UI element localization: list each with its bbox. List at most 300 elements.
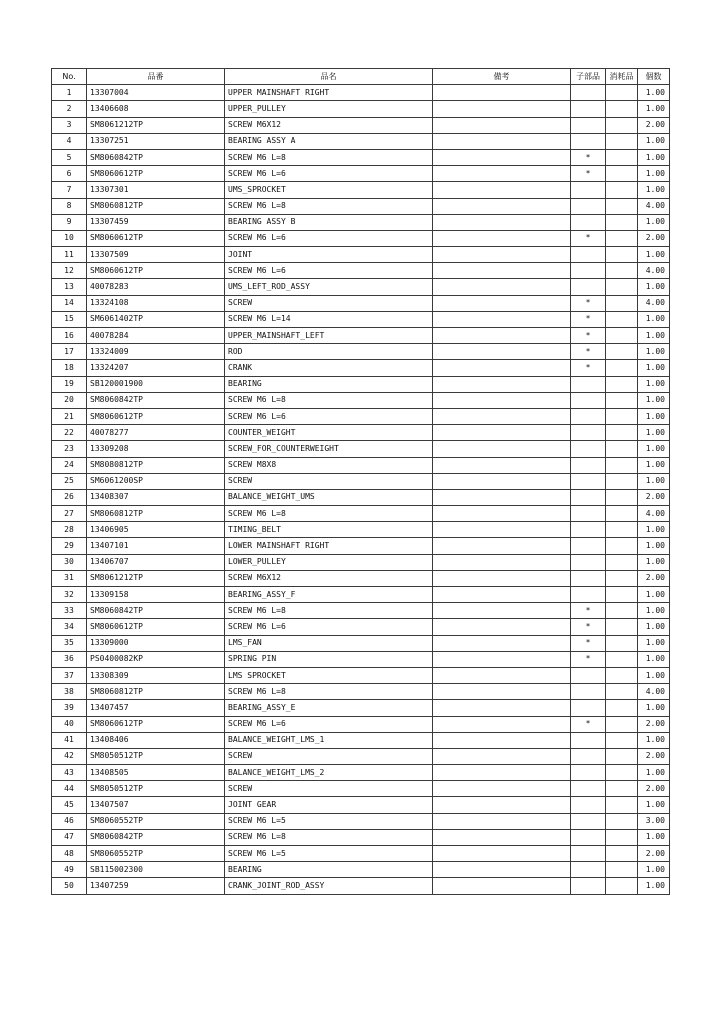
cell-no: 38 [52, 684, 87, 700]
cell-part-name: BEARING_ASSY_E [225, 700, 433, 716]
cell-part-number: 13308309 [87, 667, 225, 683]
cell-remarks [433, 846, 571, 862]
cell-part-name: UPPER_PULLEY [225, 101, 433, 117]
cell-part-number: SM6061200SP [87, 473, 225, 489]
cell-remarks [433, 295, 571, 311]
table-row [52, 587, 670, 603]
cell-consumable [606, 328, 638, 344]
cell-sub-part [571, 781, 606, 797]
cell-part-number: SM8061212TP [87, 117, 225, 133]
table-row [52, 133, 670, 149]
table-row [52, 748, 670, 764]
cell-quantity: 4.00 [638, 295, 670, 311]
cell-sub-part [571, 554, 606, 570]
cell-consumable [606, 295, 638, 311]
cell-quantity: 2.00 [638, 489, 670, 505]
cell-sub-part: * [571, 295, 606, 311]
cell-sub-part [571, 214, 606, 230]
cell-part-name: SCREW M6X12 [225, 570, 433, 586]
cell-part-number: 13407507 [87, 797, 225, 813]
cell-part-number: 13309208 [87, 441, 225, 457]
cell-consumable [606, 311, 638, 327]
table-row [52, 166, 670, 182]
cell-remarks [433, 570, 571, 586]
cell-part-number: SM8050512TP [87, 748, 225, 764]
cell-part-number: SM8060552TP [87, 813, 225, 829]
cell-part-name: CRANK_JOINT_ROD_ASSY [225, 878, 433, 894]
cell-part-number: SM8060842TP [87, 829, 225, 845]
cell-consumable [606, 247, 638, 263]
cell-part-name: BEARING [225, 376, 433, 392]
cell-quantity: 1.00 [638, 829, 670, 845]
cell-quantity: 2.00 [638, 716, 670, 732]
cell-consumable [606, 554, 638, 570]
table-row [52, 570, 670, 586]
cell-quantity: 2.00 [638, 117, 670, 133]
cell-sub-part [571, 748, 606, 764]
cell-remarks [433, 85, 571, 101]
cell-remarks [433, 716, 571, 732]
cell-part-number: SM8060812TP [87, 684, 225, 700]
cell-consumable [606, 506, 638, 522]
cell-part-number: 13307004 [87, 85, 225, 101]
cell-part-number: 40078283 [87, 279, 225, 295]
cell-part-name: SCREW M6 L=5 [225, 846, 433, 862]
cell-part-name: COUNTER_WEIGHT [225, 425, 433, 441]
cell-quantity: 1.00 [638, 457, 670, 473]
cell-sub-part [571, 376, 606, 392]
cell-quantity: 1.00 [638, 522, 670, 538]
cell-quantity: 1.00 [638, 133, 670, 149]
cell-part-name: SCREW M8X8 [225, 457, 433, 473]
cell-no: 4 [52, 133, 87, 149]
cell-consumable [606, 489, 638, 505]
table-row [52, 797, 670, 813]
table-row [52, 149, 670, 165]
cell-part-name: BEARING_ASSY_F [225, 587, 433, 603]
cell-no: 46 [52, 813, 87, 829]
cell-sub-part: * [571, 230, 606, 246]
cell-quantity: 1.00 [638, 554, 670, 570]
table-row [52, 182, 670, 198]
cell-no: 34 [52, 619, 87, 635]
table-row [52, 392, 670, 408]
cell-part-number: 40078284 [87, 328, 225, 344]
table-row [52, 522, 670, 538]
cell-part-number: 13406707 [87, 554, 225, 570]
cell-sub-part [571, 846, 606, 862]
cell-quantity: 1.00 [638, 279, 670, 295]
cell-consumable [606, 522, 638, 538]
cell-quantity: 2.00 [638, 846, 670, 862]
cell-part-number: 13324207 [87, 360, 225, 376]
cell-part-number: 13407259 [87, 878, 225, 894]
cell-sub-part [571, 133, 606, 149]
cell-quantity: 1.00 [638, 765, 670, 781]
cell-consumable [606, 425, 638, 441]
cell-sub-part [571, 570, 606, 586]
cell-no: 44 [52, 781, 87, 797]
cell-part-number: SM8060552TP [87, 846, 225, 862]
table-row [52, 506, 670, 522]
cell-part-name: BEARING ASSY A [225, 133, 433, 149]
cell-part-number: SM8060612TP [87, 166, 225, 182]
cell-part-number: SM6061402TP [87, 311, 225, 327]
cell-part-name: CRANK [225, 360, 433, 376]
cell-sub-part [571, 522, 606, 538]
cell-remarks [433, 392, 571, 408]
cell-sub-part [571, 425, 606, 441]
cell-consumable [606, 732, 638, 748]
cell-remarks [433, 732, 571, 748]
cell-part-name: SCREW M6 L=6 [225, 408, 433, 424]
cell-consumable [606, 846, 638, 862]
cell-part-number: SB120001900 [87, 376, 225, 392]
table-row [52, 101, 670, 117]
table-row [52, 829, 670, 845]
cell-no: 12 [52, 263, 87, 279]
cell-consumable [606, 214, 638, 230]
table-row [52, 813, 670, 829]
cell-consumable [606, 667, 638, 683]
cell-quantity: 1.00 [638, 149, 670, 165]
cell-sub-part [571, 587, 606, 603]
cell-part-number: SM8080812TP [87, 457, 225, 473]
cell-part-number: SM8060612TP [87, 716, 225, 732]
cell-remarks [433, 279, 571, 295]
cell-no: 16 [52, 328, 87, 344]
cell-part-number: 13309000 [87, 635, 225, 651]
cell-remarks [433, 700, 571, 716]
cell-quantity: 1.00 [638, 85, 670, 101]
cell-consumable [606, 878, 638, 894]
cell-part-number: 40078277 [87, 425, 225, 441]
table-row [52, 360, 670, 376]
cell-part-name: SPRING PIN [225, 651, 433, 667]
cell-consumable [606, 587, 638, 603]
cell-consumable [606, 603, 638, 619]
cell-consumable [606, 781, 638, 797]
cell-quantity: 1.00 [638, 182, 670, 198]
cell-quantity: 1.00 [638, 166, 670, 182]
cell-remarks [433, 862, 571, 878]
table-row [52, 846, 670, 862]
cell-sub-part [571, 813, 606, 829]
cell-part-name: BALANCE_WEIGHT_UMS [225, 489, 433, 505]
table-row [52, 473, 670, 489]
cell-no: 9 [52, 214, 87, 230]
cell-quantity: 2.00 [638, 230, 670, 246]
cell-consumable [606, 619, 638, 635]
cell-remarks [433, 214, 571, 230]
cell-part-name: SCREW M6 L=8 [225, 684, 433, 700]
cell-remarks [433, 473, 571, 489]
cell-part-number: 13307509 [87, 247, 225, 263]
cell-part-name: SCREW [225, 473, 433, 489]
cell-remarks [433, 376, 571, 392]
table-row [52, 781, 670, 797]
cell-part-number: 13324009 [87, 344, 225, 360]
cell-no: 1 [52, 85, 87, 101]
cell-no: 33 [52, 603, 87, 619]
cell-sub-part [571, 878, 606, 894]
table-row [52, 344, 670, 360]
cell-part-number: 13406905 [87, 522, 225, 538]
table-row [52, 667, 670, 683]
cell-part-name: BALANCE_WEIGHT_LMS_2 [225, 765, 433, 781]
cell-sub-part [571, 538, 606, 554]
cell-remarks [433, 101, 571, 117]
cell-no: 31 [52, 570, 87, 586]
cell-consumable [606, 263, 638, 279]
cell-remarks [433, 117, 571, 133]
cell-no: 2 [52, 101, 87, 117]
cell-quantity: 1.00 [638, 538, 670, 554]
table-row [52, 538, 670, 554]
cell-part-number: 13408505 [87, 765, 225, 781]
cell-part-number: 13407101 [87, 538, 225, 554]
cell-sub-part [571, 392, 606, 408]
cell-part-number: 13406608 [87, 101, 225, 117]
cell-remarks [433, 781, 571, 797]
header-row [52, 69, 670, 85]
cell-sub-part [571, 279, 606, 295]
header-no: No. [52, 69, 87, 85]
cell-consumable [606, 149, 638, 165]
cell-part-name: SCREW_FOR_COUNTERWEIGHT [225, 441, 433, 457]
cell-remarks [433, 587, 571, 603]
cell-consumable [606, 360, 638, 376]
cell-no: 19 [52, 376, 87, 392]
cell-remarks [433, 765, 571, 781]
cell-quantity: 1.00 [638, 797, 670, 813]
table-row [52, 716, 670, 732]
cell-quantity: 1.00 [638, 667, 670, 683]
cell-quantity: 1.00 [638, 587, 670, 603]
cell-quantity: 1.00 [638, 635, 670, 651]
cell-remarks [433, 360, 571, 376]
cell-sub-part [571, 198, 606, 214]
cell-part-number: PS0400082KP [87, 651, 225, 667]
cell-part-name: SCREW M6 L=6 [225, 263, 433, 279]
cell-consumable [606, 457, 638, 473]
cell-part-name: SCREW [225, 295, 433, 311]
cell-part-name: SCREW M6 L=8 [225, 603, 433, 619]
cell-consumable [606, 765, 638, 781]
cell-sub-part [571, 667, 606, 683]
cell-quantity: 1.00 [638, 619, 670, 635]
cell-sub-part: * [571, 716, 606, 732]
cell-part-name: JOINT [225, 247, 433, 263]
cell-remarks [433, 797, 571, 813]
cell-no: 25 [52, 473, 87, 489]
cell-consumable [606, 473, 638, 489]
cell-consumable [606, 117, 638, 133]
cell-quantity: 1.00 [638, 473, 670, 489]
cell-sub-part [571, 408, 606, 424]
cell-consumable [606, 700, 638, 716]
cell-no: 6 [52, 166, 87, 182]
cell-consumable [606, 538, 638, 554]
cell-no: 43 [52, 765, 87, 781]
cell-part-name: UMS_LEFT_ROD_ASSY [225, 279, 433, 295]
cell-no: 15 [52, 311, 87, 327]
cell-quantity: 1.00 [638, 441, 670, 457]
table-row [52, 684, 670, 700]
cell-sub-part [571, 489, 606, 505]
cell-remarks [433, 651, 571, 667]
cell-no: 8 [52, 198, 87, 214]
cell-no: 37 [52, 667, 87, 683]
cell-consumable [606, 230, 638, 246]
cell-no: 10 [52, 230, 87, 246]
cell-part-number: 13408406 [87, 732, 225, 748]
cell-remarks [433, 554, 571, 570]
cell-consumable [606, 862, 638, 878]
cell-no: 3 [52, 117, 87, 133]
cell-sub-part [571, 829, 606, 845]
cell-consumable [606, 829, 638, 845]
cell-remarks [433, 230, 571, 246]
cell-remarks [433, 182, 571, 198]
cell-consumable [606, 813, 638, 829]
cell-consumable [606, 635, 638, 651]
cell-no: 7 [52, 182, 87, 198]
table-row [52, 214, 670, 230]
cell-quantity: 1.00 [638, 425, 670, 441]
cell-part-name: SCREW [225, 748, 433, 764]
cell-part-name: BEARING ASSY B [225, 214, 433, 230]
cell-remarks [433, 878, 571, 894]
cell-no: 40 [52, 716, 87, 732]
cell-part-name: SCREW M6 L=6 [225, 230, 433, 246]
cell-part-number: 13408307 [87, 489, 225, 505]
cell-remarks [433, 603, 571, 619]
table-row [52, 117, 670, 133]
table-row [52, 732, 670, 748]
cell-quantity: 4.00 [638, 198, 670, 214]
cell-sub-part: * [571, 651, 606, 667]
cell-sub-part: * [571, 166, 606, 182]
table-row [52, 651, 670, 667]
cell-consumable [606, 133, 638, 149]
cell-quantity: 1.00 [638, 392, 670, 408]
header-part-name: 品名 [225, 69, 433, 85]
cell-remarks [433, 247, 571, 263]
cell-consumable [606, 570, 638, 586]
cell-no: 18 [52, 360, 87, 376]
cell-no: 24 [52, 457, 87, 473]
cell-consumable [606, 441, 638, 457]
cell-no: 32 [52, 587, 87, 603]
cell-part-number: SM8061212TP [87, 570, 225, 586]
cell-consumable [606, 376, 638, 392]
cell-sub-part: * [571, 328, 606, 344]
cell-no: 22 [52, 425, 87, 441]
cell-part-name: LOWER_PULLEY [225, 554, 433, 570]
cell-sub-part: * [571, 360, 606, 376]
cell-part-name: LMS_FAN [225, 635, 433, 651]
cell-sub-part [571, 101, 606, 117]
cell-quantity: 1.00 [638, 360, 670, 376]
table-row [52, 198, 670, 214]
cell-consumable [606, 279, 638, 295]
header-remarks: 備考 [433, 69, 571, 85]
cell-part-name: SCREW M6X12 [225, 117, 433, 133]
table-row [52, 700, 670, 716]
cell-part-number: 13307301 [87, 182, 225, 198]
cell-remarks [433, 311, 571, 327]
cell-part-name: SCREW M6 L=8 [225, 506, 433, 522]
table-row [52, 878, 670, 894]
cell-consumable [606, 392, 638, 408]
cell-remarks [433, 457, 571, 473]
cell-part-number: SM8060612TP [87, 408, 225, 424]
parts-list-table [51, 68, 670, 895]
cell-sub-part [571, 117, 606, 133]
cell-quantity: 2.00 [638, 748, 670, 764]
cell-sub-part [571, 797, 606, 813]
cell-remarks [433, 829, 571, 845]
table-row [52, 230, 670, 246]
cell-no: 29 [52, 538, 87, 554]
cell-quantity: 1.00 [638, 878, 670, 894]
cell-part-number: SM8060812TP [87, 506, 225, 522]
cell-quantity: 1.00 [638, 328, 670, 344]
cell-no: 35 [52, 635, 87, 651]
cell-part-number: 13307459 [87, 214, 225, 230]
cell-no: 17 [52, 344, 87, 360]
cell-consumable [606, 182, 638, 198]
cell-sub-part [571, 441, 606, 457]
cell-no: 45 [52, 797, 87, 813]
cell-no: 5 [52, 149, 87, 165]
cell-consumable [606, 748, 638, 764]
cell-part-name: UMS_SPROCKET [225, 182, 433, 198]
cell-quantity: 1.00 [638, 344, 670, 360]
cell-consumable [606, 651, 638, 667]
cell-part-name: SCREW M6 L=6 [225, 716, 433, 732]
cell-consumable [606, 166, 638, 182]
cell-no: 49 [52, 862, 87, 878]
cell-part-name: SCREW M6 L=6 [225, 166, 433, 182]
cell-remarks [433, 522, 571, 538]
cell-part-name: ROD [225, 344, 433, 360]
cell-consumable [606, 684, 638, 700]
cell-consumable [606, 408, 638, 424]
table-row [52, 425, 670, 441]
table-row [52, 554, 670, 570]
cell-quantity: 1.00 [638, 214, 670, 230]
table-row [52, 85, 670, 101]
cell-quantity: 2.00 [638, 570, 670, 586]
cell-part-name: SCREW M6 L=8 [225, 392, 433, 408]
cell-remarks [433, 408, 571, 424]
cell-quantity: 1.00 [638, 700, 670, 716]
cell-no: 30 [52, 554, 87, 570]
cell-no: 28 [52, 522, 87, 538]
cell-no: 36 [52, 651, 87, 667]
cell-sub-part [571, 862, 606, 878]
cell-part-number: 13309158 [87, 587, 225, 603]
cell-sub-part [571, 684, 606, 700]
cell-quantity: 1.00 [638, 732, 670, 748]
cell-consumable [606, 101, 638, 117]
table-row [52, 328, 670, 344]
cell-remarks [433, 748, 571, 764]
cell-sub-part: * [571, 344, 606, 360]
cell-part-name: SCREW M6 L=8 [225, 149, 433, 165]
